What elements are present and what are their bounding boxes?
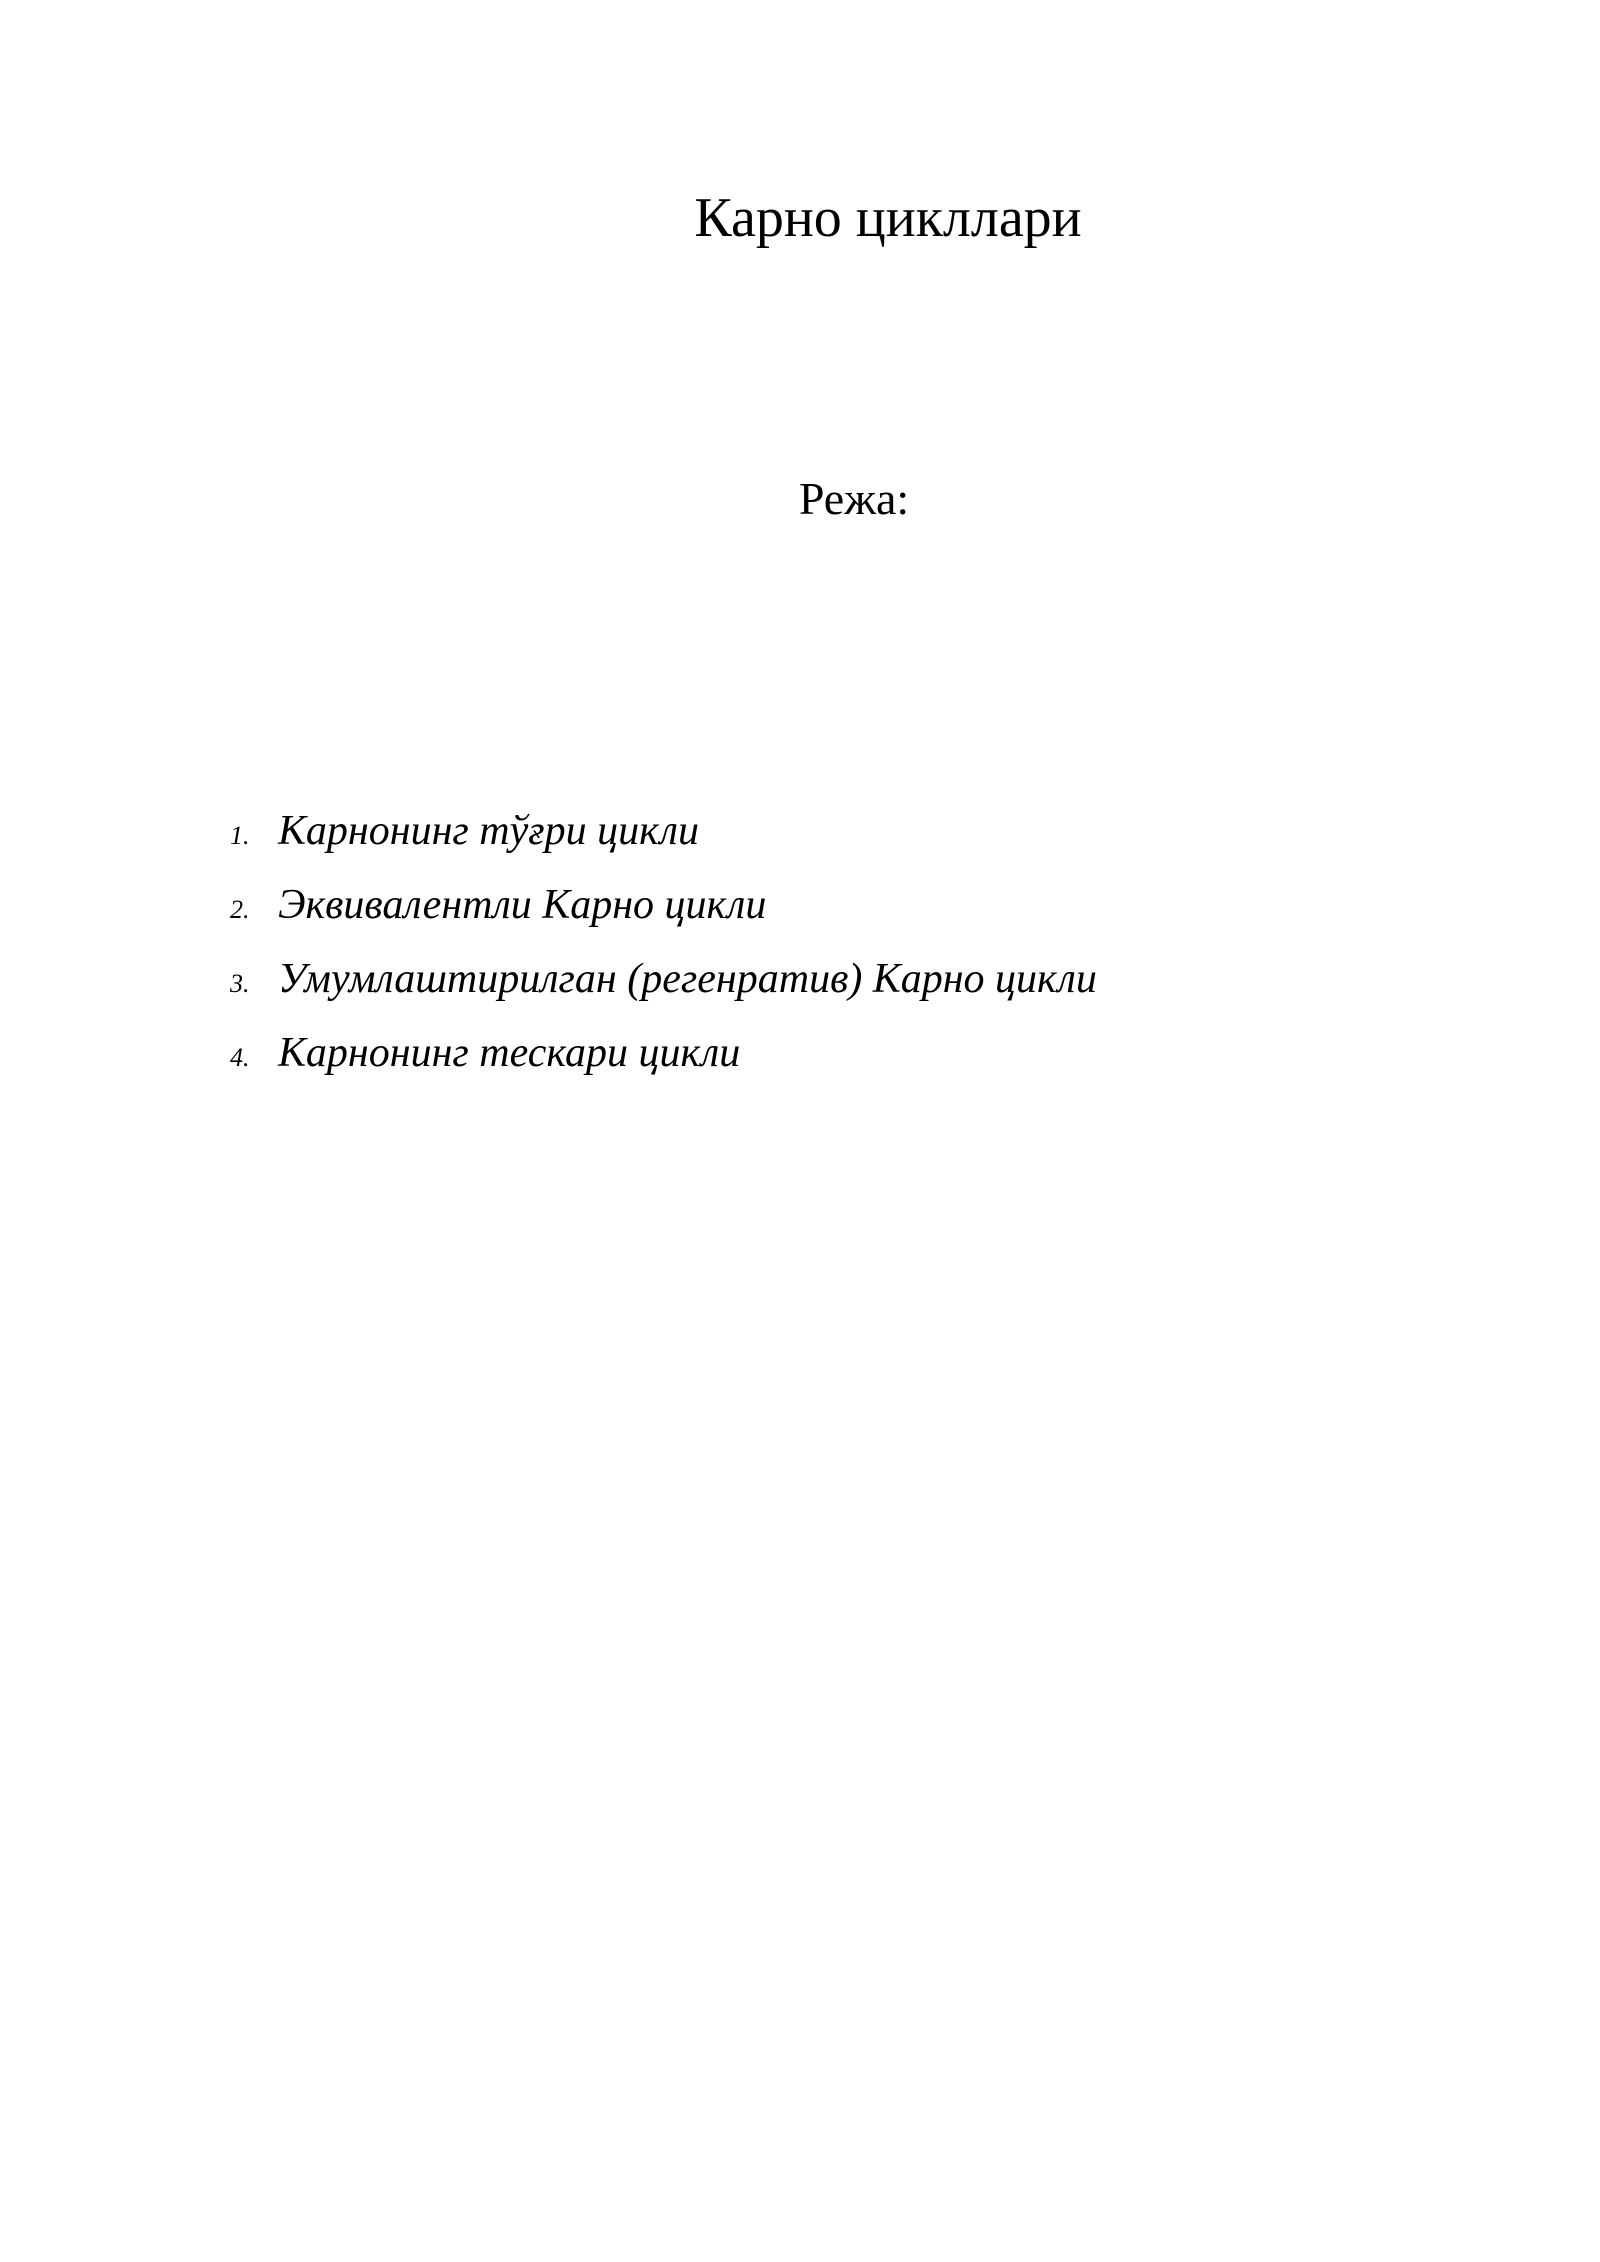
list-item <box>230 878 1097 952</box>
page-title: Карно цикллари <box>694 187 1082 249</box>
list-item-text: Карнонинг тўғри цикли <box>278 808 699 854</box>
list-item <box>230 804 1097 878</box>
list-item-number: 3. <box>230 969 250 998</box>
list-item-text: Карнонинг тескари цикли <box>278 1030 741 1076</box>
list-item-text: Эквивалентли Карно цикли <box>278 882 767 928</box>
list-item-number: 2. <box>230 895 250 924</box>
plan-list <box>230 804 1097 1100</box>
list-item <box>230 1026 1097 1100</box>
plan-heading: Режа: <box>798 473 910 524</box>
list-item-number: 1. <box>230 821 250 850</box>
list-item <box>230 952 1097 1026</box>
list-item-text: Умумлаштирилган (регенратив) Карно цикли <box>278 956 1097 1002</box>
list-item-number: 4. <box>230 1043 250 1072</box>
